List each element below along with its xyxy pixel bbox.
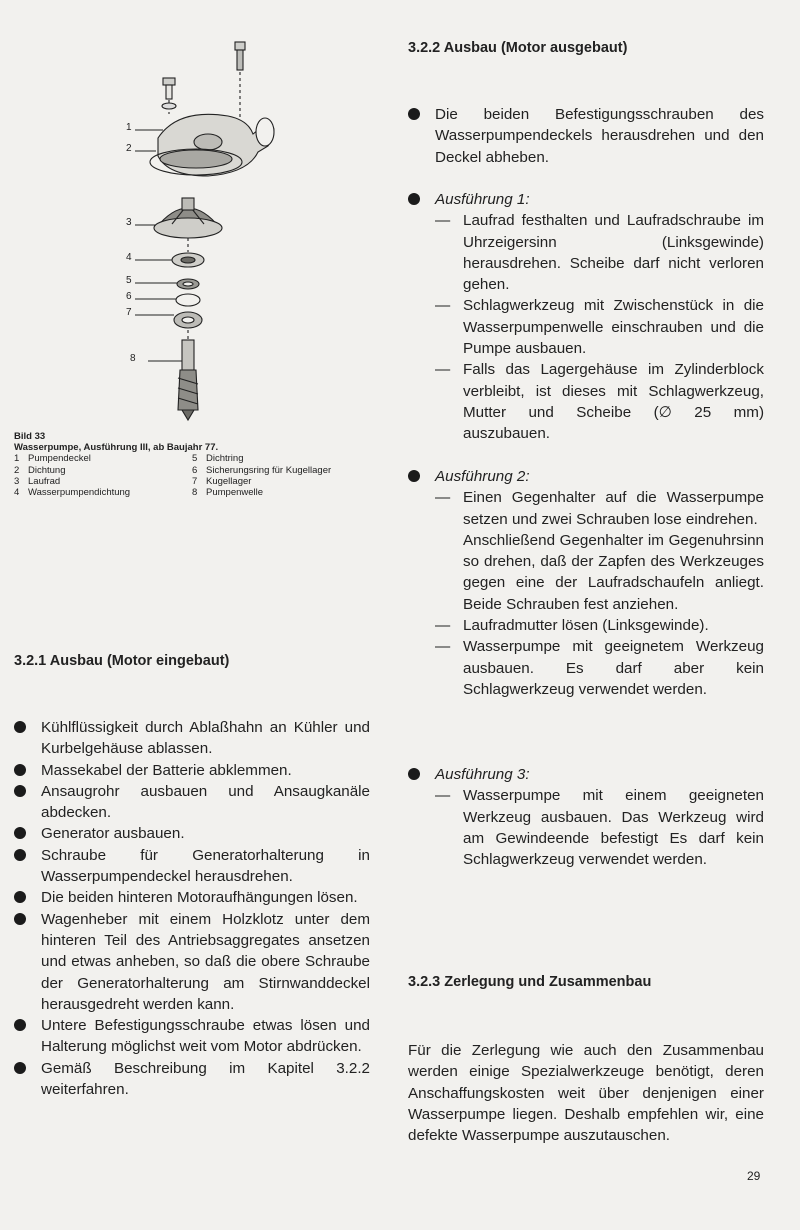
variant-1-steps — [435, 210, 764, 444]
bullet-icon — [14, 785, 26, 797]
list-item: — Laufradmutter lösen (Linksgewinde). — [435, 617, 709, 635]
bullet-icon — [408, 470, 420, 482]
water-pump-exploded-view — [118, 38, 308, 430]
variant-2-title: Ausführung 2: — [435, 468, 530, 485]
list-item: Gemäß Beschreibung im Kapitel 3.2.2 weiterfahren. — [14, 1058, 370, 1101]
list-item: Untere Befestigungsschraube etwas lösen und Halterung möglichst weit vom Motor abdrücken. — [14, 1015, 370, 1058]
variant-1-title: Ausführung 1: — [435, 191, 530, 208]
section-323-heading: 3.2.3 Zerlegung und Zusammenbau — [408, 974, 652, 990]
variant-1-block — [408, 189, 764, 445]
bullet-icon — [14, 913, 26, 925]
variant-2-steps — [435, 487, 764, 700]
list-item: Massekabel der Batterie abklemmen. — [14, 760, 370, 781]
list-item: Generator ausbauen. — [14, 823, 370, 844]
list-item: — Laufrad festhalten und Laufradschraube im Uhrzeigersinn (Linksgewinde) herausdrehen. Scheibe darf nicht verloren gehen. — [435, 212, 764, 294]
legend-item: 5 Dichtring — [192, 453, 244, 465]
bullet-icon — [408, 768, 420, 780]
legend-item: 4 Wasserpumpendichtung — [14, 487, 131, 499]
bullet-icon — [408, 193, 420, 205]
list-item: Kühlflüssigkeit durch Ablaßhahn an Kühler und Kurbelgehäuse ablassen. — [14, 717, 370, 760]
list-item: Die beiden hinteren Motoraufhängungen lösen. — [14, 887, 370, 908]
bullet-icon — [14, 721, 26, 733]
bullet-icon — [14, 849, 26, 861]
water-pump-drawing — [118, 38, 308, 430]
section-323-text: Für die Zerlegung wie auch den Zusammenbau werden einige Spezialwerkzeuge benötigt, deren Anschaffungskosten weit über denjenigen einer Wasserpumpe liegen. Deshalb empfehlen wir, eine defekte Wasserpumpe auszutauschen. — [408, 1042, 764, 1145]
bullet-icon — [14, 1019, 26, 1031]
list-item: Anschließend Gegenhalter im Gegenuhrsinn so drehen, daß der Zapfen des Werkzeuges gegen eine der Laufradschaufeln anliegt. Beide Schrauben fest anziehen. — [463, 531, 764, 613]
list-item: — Wasserpumpe mit geeignetem Werkzeug ausbauen. Es darf aber kein Schlagwerkzeug verwendet werden. — [435, 638, 764, 698]
bullet-icon — [408, 108, 420, 120]
variant-2-block — [408, 466, 764, 700]
intro-text: Die beiden Befestigungsschrauben des Wasserpumpendeckels herausdrehen und den Deckel abheben. — [435, 106, 764, 166]
list-item: Ansaugrohr ausbauen und Ansaugkanäle abdecken. — [14, 781, 370, 824]
callout-2: 2 — [126, 143, 132, 154]
list-item: — Schlagwerkzeug mit Zwischenstück in die Wasserpumpenwelle einschrauben und die Pumpe ausbauen. — [435, 297, 764, 358]
figure-title: Wasserpumpe, Ausführung III, ab Baujahr 77. — [14, 442, 219, 454]
list-item: — Wasserpumpe mit einem geeigneten Werkzeug ausbauen. Das Werkzeug wird am Gewindeende befestigt Es darf kein Schlagwerkzeug verwendet werden. — [435, 787, 764, 869]
section-321-list — [14, 717, 370, 1100]
callout-7: 7 — [126, 307, 132, 318]
callout-3: 3 — [126, 217, 132, 228]
bullet-icon — [14, 827, 26, 839]
legend-item: 3 Laufrad — [14, 475, 61, 487]
section-322-intro — [408, 104, 764, 168]
variant-3-title: Ausführung 3: — [435, 766, 530, 783]
callout-4: 4 — [126, 252, 132, 263]
legend-item: 8 Pumpenwelle — [192, 487, 264, 499]
figure-id: Bild 33 — [14, 431, 46, 442]
legend-item: 2 Dichtung — [14, 464, 66, 476]
section-321-heading: 3.2.1 Ausbau (Motor eingebaut) — [14, 653, 230, 669]
variant-3-block — [408, 764, 764, 870]
page-number: 29 — [747, 1169, 761, 1183]
bullet-icon — [14, 891, 26, 903]
list-item: Wagenheber mit einem Holzklotz unter dem hinteren Teil des Antriebsaggregates ansetzen und etwas anheben, so daß die obere Schraube der Generatorhalterung am Stirnwanddeckel herausgedreht werden kann. — [14, 909, 370, 1015]
list-item: — Einen Gegenhalter auf die Wasserpumpe setzen und zwei Schrauben lose eindrehen. — [435, 489, 764, 528]
callout-6: 6 — [126, 291, 132, 302]
legend-item: 7 Kugellager — [192, 475, 252, 487]
section-322-heading: 3.2.2 Ausbau (Motor ausgebaut) — [408, 40, 628, 56]
callout-1: 1 — [126, 122, 132, 133]
bullet-icon — [14, 1062, 26, 1074]
figure-legend — [14, 453, 374, 498]
legend-item: 6 Sicherungsring für Kugellager — [192, 464, 332, 476]
figure-caption — [14, 431, 374, 498]
list-item: — Falls das Lagergehäuse im Zylinderblock verbleibt, ist dieses mit Schlagwerkzeug, Mutter und Scheibe (∅ 25 mm) auszubauen. — [435, 361, 764, 443]
variant-3-steps — [435, 785, 764, 870]
list-item: Schraube für Generatorhalterung in Wasserpumpendeckel herausdrehen. — [14, 845, 370, 888]
callout-8: 8 — [130, 353, 136, 364]
legend-item: 1 Pumpendeckel — [14, 453, 91, 465]
bullet-icon — [14, 764, 26, 776]
callout-5: 5 — [126, 275, 132, 286]
